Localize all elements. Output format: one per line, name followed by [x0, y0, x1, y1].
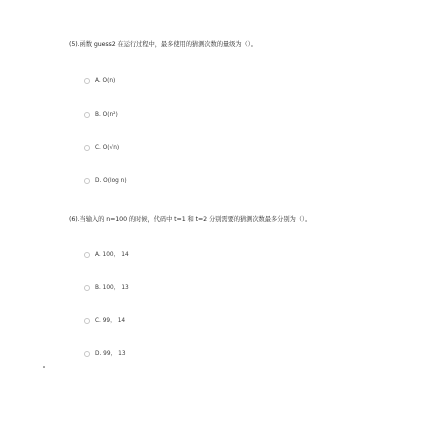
option-label: C. O(√n) [95, 145, 120, 151]
q6-option-c[interactable] [84, 316, 125, 326]
radio-button[interactable] [84, 112, 90, 118]
option-label: A. O(n) [95, 78, 116, 84]
question-6-text: (6).当输入的 n=100 的时候，代码中 t=1 和 t=2 分别需要的猜测次数最多分别为（）。 [69, 216, 312, 223]
q6-option-d[interactable] [84, 349, 126, 359]
question-5-text: (5).函数 guess2 在运行过程中，最多使用的猜测次数的量级为（）。 [69, 41, 257, 48]
option-label: C. 99， 14 [95, 318, 126, 324]
option-label: B. 100， 13 [95, 285, 129, 291]
radio-button[interactable] [84, 145, 90, 151]
radio-button[interactable] [84, 178, 90, 184]
q5-option-a[interactable] [84, 76, 115, 86]
option-label: A. 100， 14 [95, 252, 129, 258]
q5-option-d[interactable] [84, 176, 127, 186]
radio-button[interactable] [84, 285, 90, 291]
stray-dot [43, 366, 45, 368]
q5-option-c[interactable] [84, 143, 119, 153]
radio-button[interactable] [84, 252, 90, 258]
option-label: D. 99， 13 [95, 351, 126, 357]
radio-button[interactable] [84, 351, 90, 357]
q6-option-a[interactable] [84, 250, 129, 260]
option-label: B. O(n²) [95, 112, 118, 118]
radio-button[interactable] [84, 318, 90, 324]
q6-option-b[interactable] [84, 283, 129, 293]
option-label: D. O(log n) [95, 178, 127, 184]
radio-button[interactable] [84, 78, 90, 84]
q5-option-b[interactable] [84, 110, 118, 120]
